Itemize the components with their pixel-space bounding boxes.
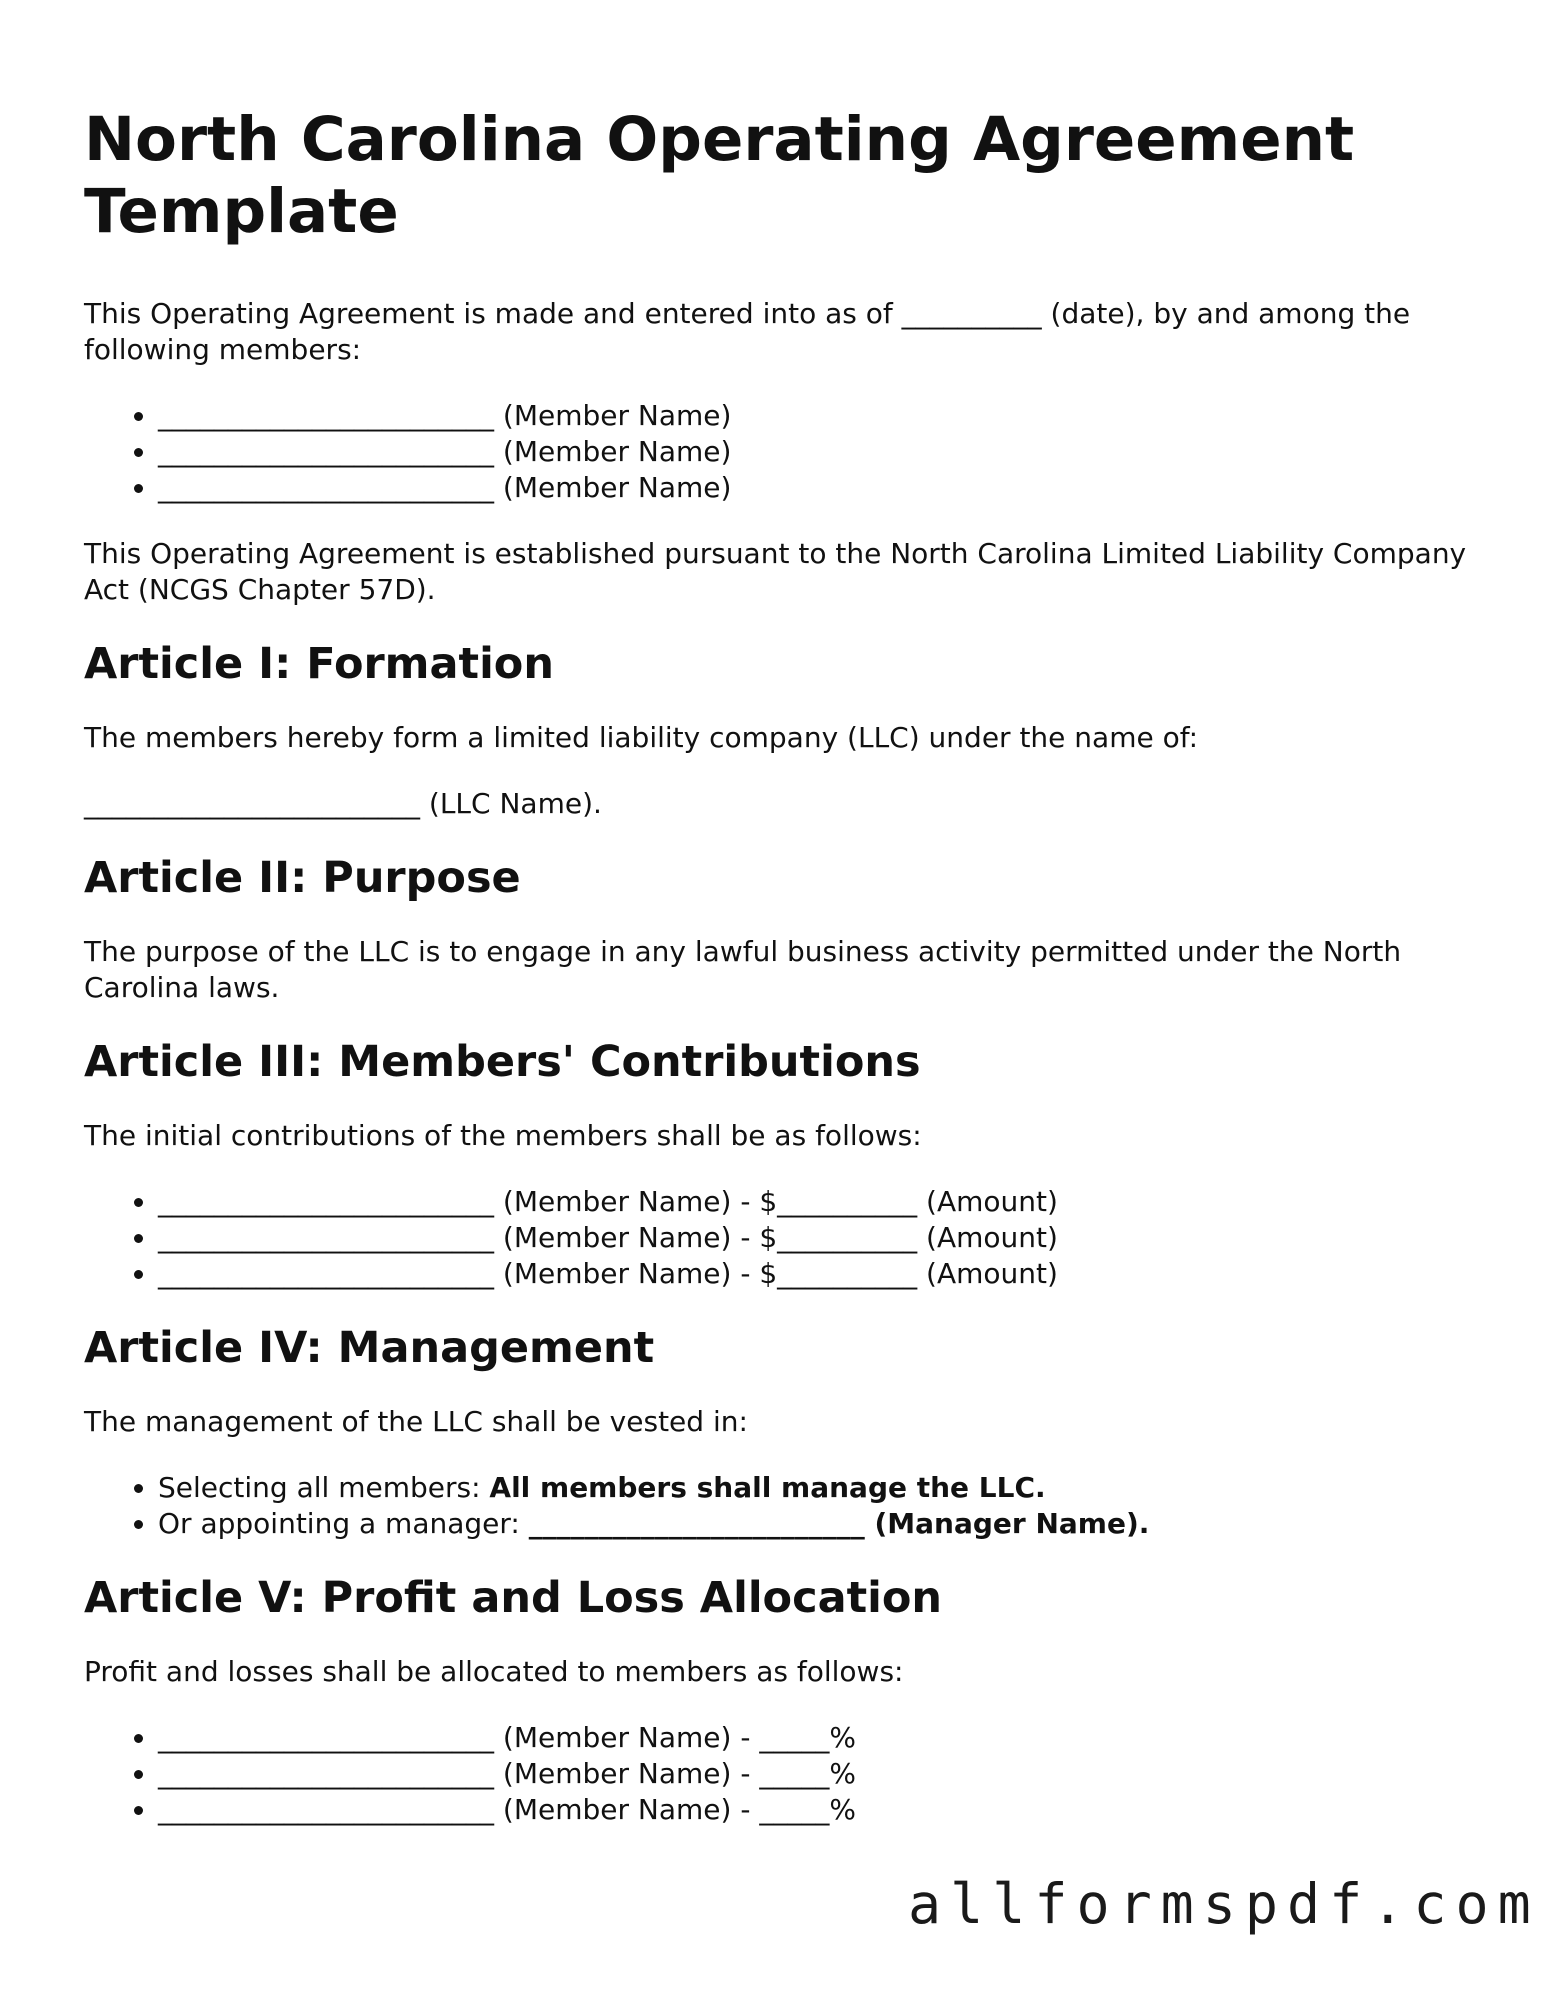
option-label: Or appointing a manager: bbox=[158, 1507, 529, 1540]
list-item: • ________________________ (Member Name) - _____% bbox=[158, 1720, 1484, 1756]
article-1-heading: Article I: Formation bbox=[84, 639, 554, 689]
option-value: All members shall manage the LLC. bbox=[489, 1471, 1046, 1504]
article-5-text: Profit and losses shall be allocated to members as follows: bbox=[84, 1655, 904, 1688]
article-4-heading: Article IV: Management bbox=[84, 1323, 655, 1373]
article-3-heading: Article III: Members' Contributions bbox=[84, 1037, 921, 1087]
contribution-list bbox=[84, 1184, 1484, 1292]
option-value: ________________________ (Manager Name). bbox=[528, 1507, 1150, 1540]
llc-name-line: ________________________ (LLC Name). bbox=[84, 787, 602, 820]
article-3-text: The initial contributions of the members shall be as follows: bbox=[84, 1119, 922, 1152]
management-option-all-members bbox=[158, 1470, 1484, 1506]
management-option-manager bbox=[158, 1506, 1484, 1542]
list-item: • ________________________ (Member Name) - $__________ (Amount) bbox=[158, 1220, 1484, 1256]
article-4-text: The management of the LLC shall be vested in: bbox=[84, 1405, 748, 1438]
list-item: • ________________________ (Member Name) - $__________ (Amount) bbox=[158, 1184, 1484, 1220]
article-5-heading: Article V: Profit and Loss Allocation bbox=[84, 1573, 943, 1623]
intro-paragraph: This Operating Agreement is made and entered into as of __________ (date), by and among the following members: bbox=[84, 297, 1411, 366]
list-item: • ________________________ (Member Name) - _____% bbox=[158, 1756, 1484, 1792]
article-2-heading: Article II: Purpose bbox=[84, 853, 521, 903]
management-options-list bbox=[84, 1470, 1484, 1542]
intro-member-list bbox=[84, 398, 1484, 506]
allocation-list bbox=[84, 1720, 1484, 1828]
list-item: • ________________________ (Member Name) bbox=[158, 434, 1484, 470]
option-label: Selecting all members: bbox=[158, 1471, 490, 1504]
document-page bbox=[84, 104, 1484, 1858]
watermark-text: allformspdf.com bbox=[908, 1872, 1540, 1936]
document-title: North Carolina Operating Agreement Template bbox=[84, 104, 1355, 247]
list-item: • ________________________ (Member Name) - $__________ (Amount) bbox=[158, 1256, 1484, 1292]
article-2-text: The purpose of the LLC is to engage in any lawful business activity permitted under the North Carolina laws. bbox=[84, 935, 1402, 1004]
list-item: • ________________________ (Member Name) - _____% bbox=[158, 1792, 1484, 1828]
list-item: • ________________________ (Member Name) bbox=[158, 398, 1484, 434]
list-item: • ________________________ (Member Name) bbox=[158, 470, 1484, 506]
pursuant-paragraph: This Operating Agreement is established pursuant to the North Carolina Limited Liability Company Act (NCGS Chapter 57D). bbox=[84, 537, 1467, 606]
article-1-text: The members hereby form a limited liability company (LLC) under the name of: bbox=[84, 721, 1199, 754]
